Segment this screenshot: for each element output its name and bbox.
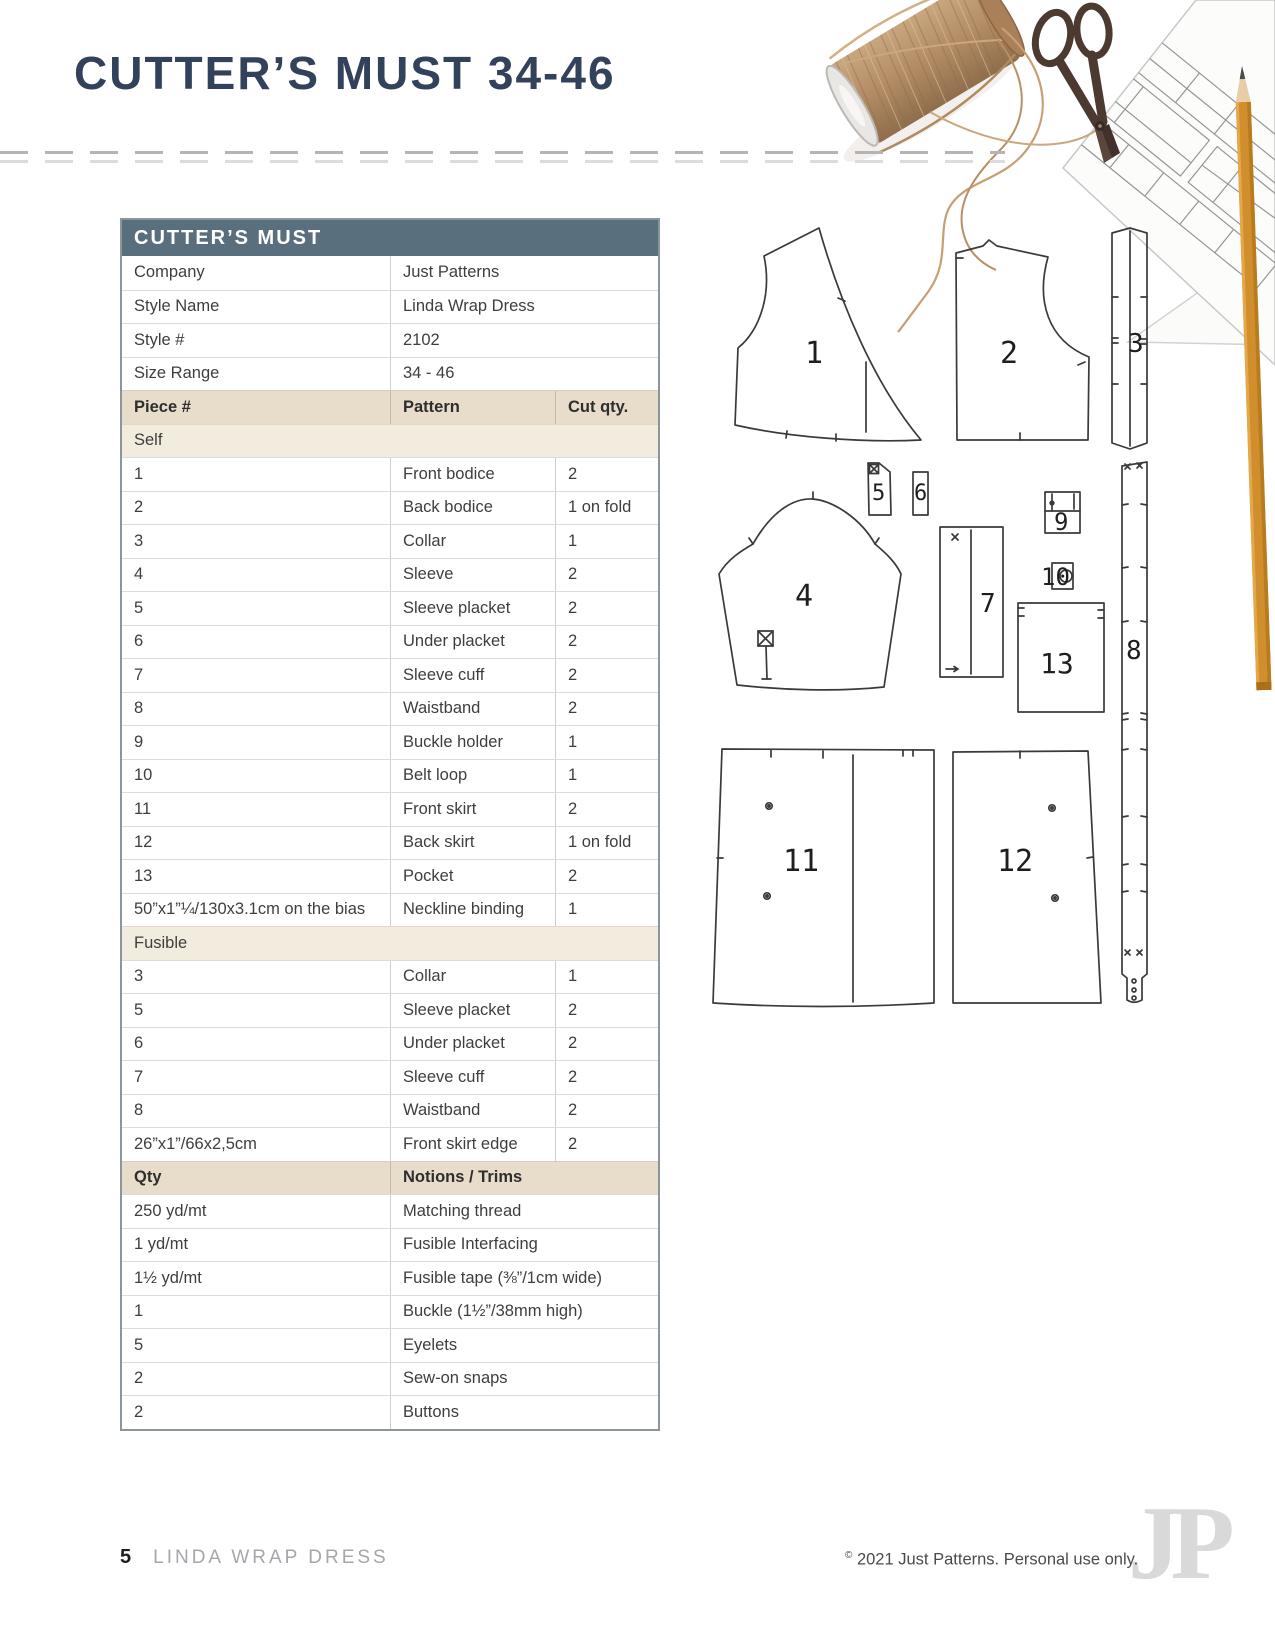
piece-11-front-skirt: [713, 749, 934, 1006]
piece-label-1: 1: [805, 336, 824, 371]
cell-piece: 12: [134, 833, 153, 852]
cell-piece: 6: [134, 632, 144, 651]
cell-piece: 7: [134, 1067, 144, 1086]
cell-pattern: Collar: [390, 961, 555, 994]
cell-piece: 11: [134, 799, 152, 818]
cell-pattern: Belt loop: [390, 760, 555, 793]
table-row: [122, 591, 658, 625]
cell-piece: 10: [134, 766, 153, 785]
table-row: [122, 290, 658, 324]
cell-pattern: Sleeve: [390, 559, 555, 592]
cell-piece: 50”x1”¼/130x3.1cm on the bias: [134, 900, 366, 919]
table-row: [122, 625, 658, 659]
piece-label-3: 3: [1128, 329, 1144, 359]
info-value: Just Patterns: [390, 256, 658, 290]
cell-qty: 1: [555, 525, 658, 558]
dashed-line-bottom: [0, 160, 1005, 163]
table-row: [122, 1261, 658, 1295]
cell-pattern: Collar: [390, 525, 555, 558]
table-title: CUTTER’S MUST: [134, 226, 323, 249]
cell-qty: 2: [555, 793, 658, 826]
piece-8-waistband: [1122, 462, 1147, 1002]
copyright-notice: [845, 1550, 1138, 1570]
table-row: [122, 1194, 658, 1228]
cell-piece: 2: [134, 498, 144, 517]
piece-label-2: 2: [1000, 336, 1019, 371]
table-row: [122, 1027, 658, 1061]
cell-piece: 5: [134, 1000, 144, 1019]
table-row: [122, 692, 658, 726]
cell-pattern: Front bodice: [390, 458, 555, 491]
cell-pattern: Neckline binding: [390, 894, 555, 927]
col-header-pattern: Pattern: [390, 391, 555, 424]
cell-notion: Matching thread: [390, 1195, 658, 1228]
piece-label-7: 7: [980, 589, 996, 619]
cell-qty: 2: [555, 860, 658, 893]
cell-piece: 8: [134, 699, 144, 718]
piece-label-9: 9: [1054, 508, 1069, 536]
col-header-qty: Cut qty.: [555, 391, 658, 424]
table-row: [122, 960, 658, 994]
photo-spool: [814, 0, 1038, 175]
notions-header-row: [122, 1161, 658, 1195]
copyright-text: 2021 Just Patterns. Personal use only.: [852, 1550, 1139, 1569]
table-row: [122, 491, 658, 525]
table-row: [122, 859, 658, 893]
cell-pattern: Sleeve cuff: [390, 659, 555, 692]
piece-label-10: 10: [1041, 563, 1070, 591]
cell-piece: 3: [134, 967, 144, 986]
cell-notion: Buckle (1½”/38mm high): [390, 1296, 658, 1329]
cell-qty: 2: [555, 1128, 658, 1161]
cell-qty: 1: [134, 1302, 144, 1321]
cell-notion: Fusible tape (⅜”/1cm wide): [390, 1262, 658, 1295]
table-row: [122, 558, 658, 592]
section-label: Self: [134, 431, 163, 450]
cell-notion: Buttons: [390, 1396, 658, 1429]
info-label: Style Name: [134, 297, 220, 316]
dashed-separator: [0, 151, 1005, 163]
table-row: [122, 1228, 658, 1262]
table-row: [122, 1295, 658, 1329]
piece-2-back-bodice: [956, 240, 1089, 440]
cell-qty: 2: [555, 626, 658, 659]
cell-piece: 26”x1”/66x2,5cm: [134, 1134, 257, 1153]
table-row: [122, 759, 658, 793]
info-label: Style #: [134, 330, 185, 349]
jp-logo: JP: [1128, 1484, 1225, 1601]
cell-qty: 2: [555, 559, 658, 592]
page-number: 5: [120, 1546, 132, 1568]
cell-qty: 1: [555, 961, 658, 994]
table-row: [122, 323, 658, 357]
table-title-bar: [122, 220, 658, 256]
cell-piece: 6: [134, 1034, 144, 1053]
cell-qty: 1: [555, 726, 658, 759]
table-row: [122, 1395, 658, 1429]
table-row: [122, 725, 658, 759]
col-header-notions: Notions / Trims: [390, 1162, 658, 1195]
cell-pattern: Sleeve placket: [390, 994, 555, 1027]
section-row-self: [122, 424, 658, 458]
cell-piece: 13: [134, 866, 153, 885]
info-value: 34 - 46: [390, 358, 658, 391]
piece-label-12: 12: [997, 844, 1034, 879]
cell-notion: Fusible Interfacing: [390, 1229, 658, 1262]
table-row: [122, 357, 658, 391]
dashed-line-top: [0, 151, 1005, 154]
cell-qty: 2: [555, 1095, 658, 1128]
table-row: [122, 524, 658, 558]
footer-left: [120, 1546, 389, 1569]
table-row: [122, 792, 658, 826]
piece-label-6: 6: [914, 481, 928, 506]
table-row: [122, 1328, 658, 1362]
col-header-qty: Qty: [134, 1168, 162, 1187]
cell-qty: 2: [134, 1402, 144, 1421]
cell-pattern: Waistband: [390, 1095, 555, 1128]
cell-qty: 1 on fold: [555, 827, 658, 860]
cell-piece: 5: [134, 598, 144, 617]
col-header-piece: Piece #: [134, 397, 191, 416]
table-row: [122, 1060, 658, 1094]
table-row: [122, 1094, 658, 1128]
section-row-fusible: [122, 926, 658, 960]
cell-qty: 2: [555, 659, 658, 692]
cell-qty: 2: [555, 1061, 658, 1094]
piece-label-13: 13: [1040, 647, 1074, 680]
table-row: [122, 826, 658, 860]
piece-label-5: 5: [872, 481, 886, 506]
table-row: [122, 256, 658, 290]
table-row: [122, 658, 658, 692]
info-value: 2102: [390, 324, 658, 357]
copyright-symbol: ©: [845, 1550, 853, 1561]
cell-notion: Eyelets: [390, 1329, 658, 1362]
piece-1-front-bodice: [735, 228, 921, 441]
table-row: [122, 457, 658, 491]
footer-doc-title: LINDA WRAP DRESS: [153, 1547, 389, 1568]
cell-qty: 1: [555, 760, 658, 793]
info-label: Size Range: [134, 364, 220, 383]
cell-pattern: Back bodice: [390, 492, 555, 525]
cell-pattern: Sleeve cuff: [390, 1061, 555, 1094]
cell-qty: 1 yd/mt: [134, 1235, 189, 1254]
cell-qty: 2: [555, 693, 658, 726]
table-row: [122, 993, 658, 1027]
cell-qty: 1½ yd/mt: [134, 1268, 202, 1287]
cell-pattern: Waistband: [390, 693, 555, 726]
cell-qty: 5: [134, 1335, 144, 1354]
cutters-must-table: [120, 218, 660, 1431]
page-title: CUTTER’S MUST 34-46: [74, 47, 616, 99]
piece-label-11: 11: [783, 844, 820, 879]
cell-qty: 2: [555, 458, 658, 491]
table-row: [122, 1362, 658, 1396]
cell-piece: 1: [134, 464, 144, 483]
cell-pattern: Sleeve placket: [390, 592, 555, 625]
cell-qty: 1: [555, 894, 658, 927]
cell-notion: Sew-on snaps: [390, 1363, 658, 1396]
cell-qty: 2: [134, 1369, 144, 1388]
piece-label-4: 4: [795, 579, 814, 614]
cell-qty: 2: [555, 1028, 658, 1061]
cell-qty: 250 yd/mt: [134, 1201, 207, 1220]
cell-pattern: Back skirt: [390, 827, 555, 860]
cell-piece: 8: [134, 1101, 144, 1120]
table-row: [122, 1127, 658, 1161]
cell-qty: 2: [555, 592, 658, 625]
table-row: [122, 893, 658, 927]
cell-pattern: Buckle holder: [390, 726, 555, 759]
cell-pattern: Under placket: [390, 626, 555, 659]
section-label: Fusible: [134, 933, 188, 952]
columns-header-row: [122, 390, 658, 424]
info-label: Company: [134, 263, 205, 282]
cell-piece: 4: [134, 565, 144, 584]
cell-pattern: Pocket: [390, 860, 555, 893]
cell-piece: 9: [134, 732, 144, 751]
cell-pattern: Front skirt edge: [390, 1128, 555, 1161]
piece-label-8: 8: [1126, 636, 1142, 666]
cell-pattern: Front skirt: [390, 793, 555, 826]
cell-qty: 2: [555, 994, 658, 1027]
cell-qty: 1 on fold: [555, 492, 658, 525]
cell-pattern: Under placket: [390, 1028, 555, 1061]
info-value: Linda Wrap Dress: [390, 291, 658, 324]
cell-piece: 3: [134, 531, 144, 550]
photo-pattern-sheet: [1017, 0, 1275, 365]
cell-piece: 7: [134, 665, 144, 684]
